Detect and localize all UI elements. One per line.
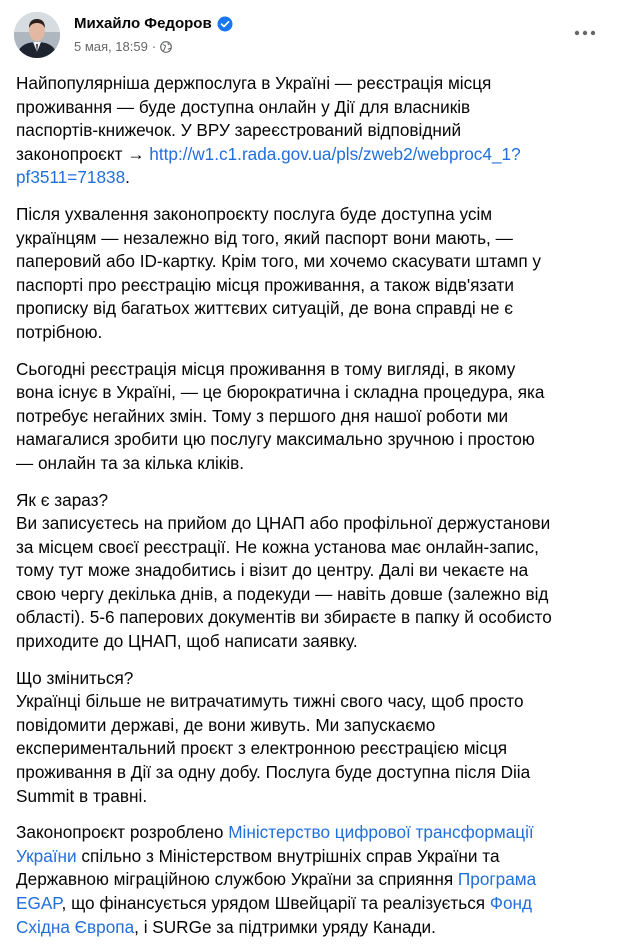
globe-icon[interactable] (160, 41, 172, 53)
text-line: потрібною. (16, 321, 103, 342)
text-line: паперовий або ID-картку. Крім того, ми хочемо скасувати штамп у (16, 251, 542, 272)
text-line: за місцем своєї реєстрації. Не кожна установа має онлайн-запис, (16, 536, 539, 557)
text-line: свою чергу декілька днів, а подекуди — навіть довше (залежно від (16, 583, 549, 604)
text-line: намагалися зробити цю послугу максимально зручною і простою (16, 429, 535, 450)
text-line: Найпопулярніша держпослуга в Україні — реєстрація місця (16, 73, 492, 93)
text-segment: законопроєкт → (16, 143, 150, 164)
text-line: області). 5-6 паперових документів ви збираєте в папку й особисто (16, 607, 552, 628)
text-line (16, 166, 608, 190)
paragraph-6 (16, 821, 608, 939)
text-line: експериментальний проєкт з електронною реєстрацією місця (16, 738, 508, 759)
paragraph-5 (16, 667, 608, 809)
bill-link-continued[interactable]: pf3511=71838 (16, 167, 126, 188)
post-meta (74, 39, 172, 54)
post-header (14, 12, 603, 58)
text-line: — онлайн та за кілька кліків. (16, 452, 245, 473)
paragraph-3 (16, 358, 608, 476)
text-segment: спільно з Міністерством внутрішніх справ України та (76, 845, 500, 866)
section-heading: Що зміниться? (16, 667, 134, 688)
text-segment: Державною міграційною службою України за сприяння (16, 869, 458, 890)
ministry-digital-transformation-link-continued[interactable]: України (16, 845, 77, 866)
avatar-image (14, 12, 60, 58)
text-line: вона існує в Україні, — це бюрократична і складна процедура, яка (16, 382, 545, 403)
text-line (16, 868, 608, 892)
bill-link[interactable]: http://w1.c1.rada.gov.ua/pls/zweb2/webproc4_1? (149, 143, 521, 164)
meta-separator: · (151, 39, 157, 54)
text-line: проживання в Дії за одну добу. Послуга буде доступна після Diia (16, 762, 531, 783)
text-line: потребує негайних змін. Тому з першого дня нашої роботи ми (16, 405, 509, 426)
text-line: Сьогодні реєстрація місця проживання в тому вигляді, в якому (16, 358, 516, 379)
egap-program-link-continued[interactable]: EGAP (16, 893, 62, 913)
text-line (16, 892, 608, 916)
text-line: прописку від багатьох життєвих ситуацій, де вона справді не є (16, 298, 514, 319)
text-line: приходите до ЦНАП, щоб написати заявку. (16, 631, 358, 652)
post-text (16, 72, 608, 952)
text-line (16, 821, 608, 845)
text-line: Ви записуєтесь на прийом до ЦНАП або профільної держустанови (16, 513, 551, 534)
text-line (16, 845, 608, 869)
text-segment: Законопроєкт розроблено (16, 822, 229, 843)
section-heading: Як є зараз? (16, 489, 109, 510)
paragraph-4 (16, 489, 608, 654)
text-line: Після ухвалення законопроєкту послуга буде доступна усім (16, 203, 493, 224)
text-line: Українці більше не витрачатимуть тижні свого часу, щоб просто (16, 691, 524, 712)
text-segment: . (125, 167, 130, 188)
text-line: Summit в травні. (16, 785, 148, 806)
verified-badge-icon (217, 16, 233, 32)
text-line: українцям — незалежно від того, який паспорт вони мають, — (16, 227, 513, 248)
east-europe-foundation-link-continued[interactable]: Східна Європа (16, 916, 135, 937)
post-timestamp[interactable]: 5 мая, 18:59 (74, 39, 148, 54)
author-name-row (74, 15, 233, 32)
paragraph-1 (16, 72, 608, 190)
author-name[interactable]: Михайло Федоров (74, 15, 212, 32)
east-europe-foundation-link[interactable]: Фонд (489, 893, 533, 913)
avatar[interactable] (14, 12, 60, 58)
text-line: паспорті про реєстрацію місця проживання, а також відв'язати (16, 274, 514, 295)
text-segment: , що фінансується урядом Швейцарії та реалізується (61, 893, 490, 913)
text-line: повідомити державі, де вони живуть. Ми запускаємо (16, 714, 436, 735)
text-line (16, 916, 608, 940)
text-line: проживання — буде доступна онлайн у Дії для власників (16, 96, 471, 117)
text-line (16, 143, 608, 167)
text-line: паспортів-книжечок. У ВРУ зареєстрований відповідний (16, 120, 462, 141)
egap-program-link[interactable]: Програма (457, 869, 537, 890)
text-line: тому тут може знадобитись і візит до центру. Далі ви чекаєте на (16, 560, 529, 581)
paragraph-2 (16, 203, 608, 345)
more-options-icon[interactable] (571, 22, 599, 44)
ministry-digital-transformation-link[interactable]: Міністерство цифрової трансформації (228, 822, 534, 843)
text-segment: , і SURGe за підтримки уряду Канади. (134, 916, 436, 937)
